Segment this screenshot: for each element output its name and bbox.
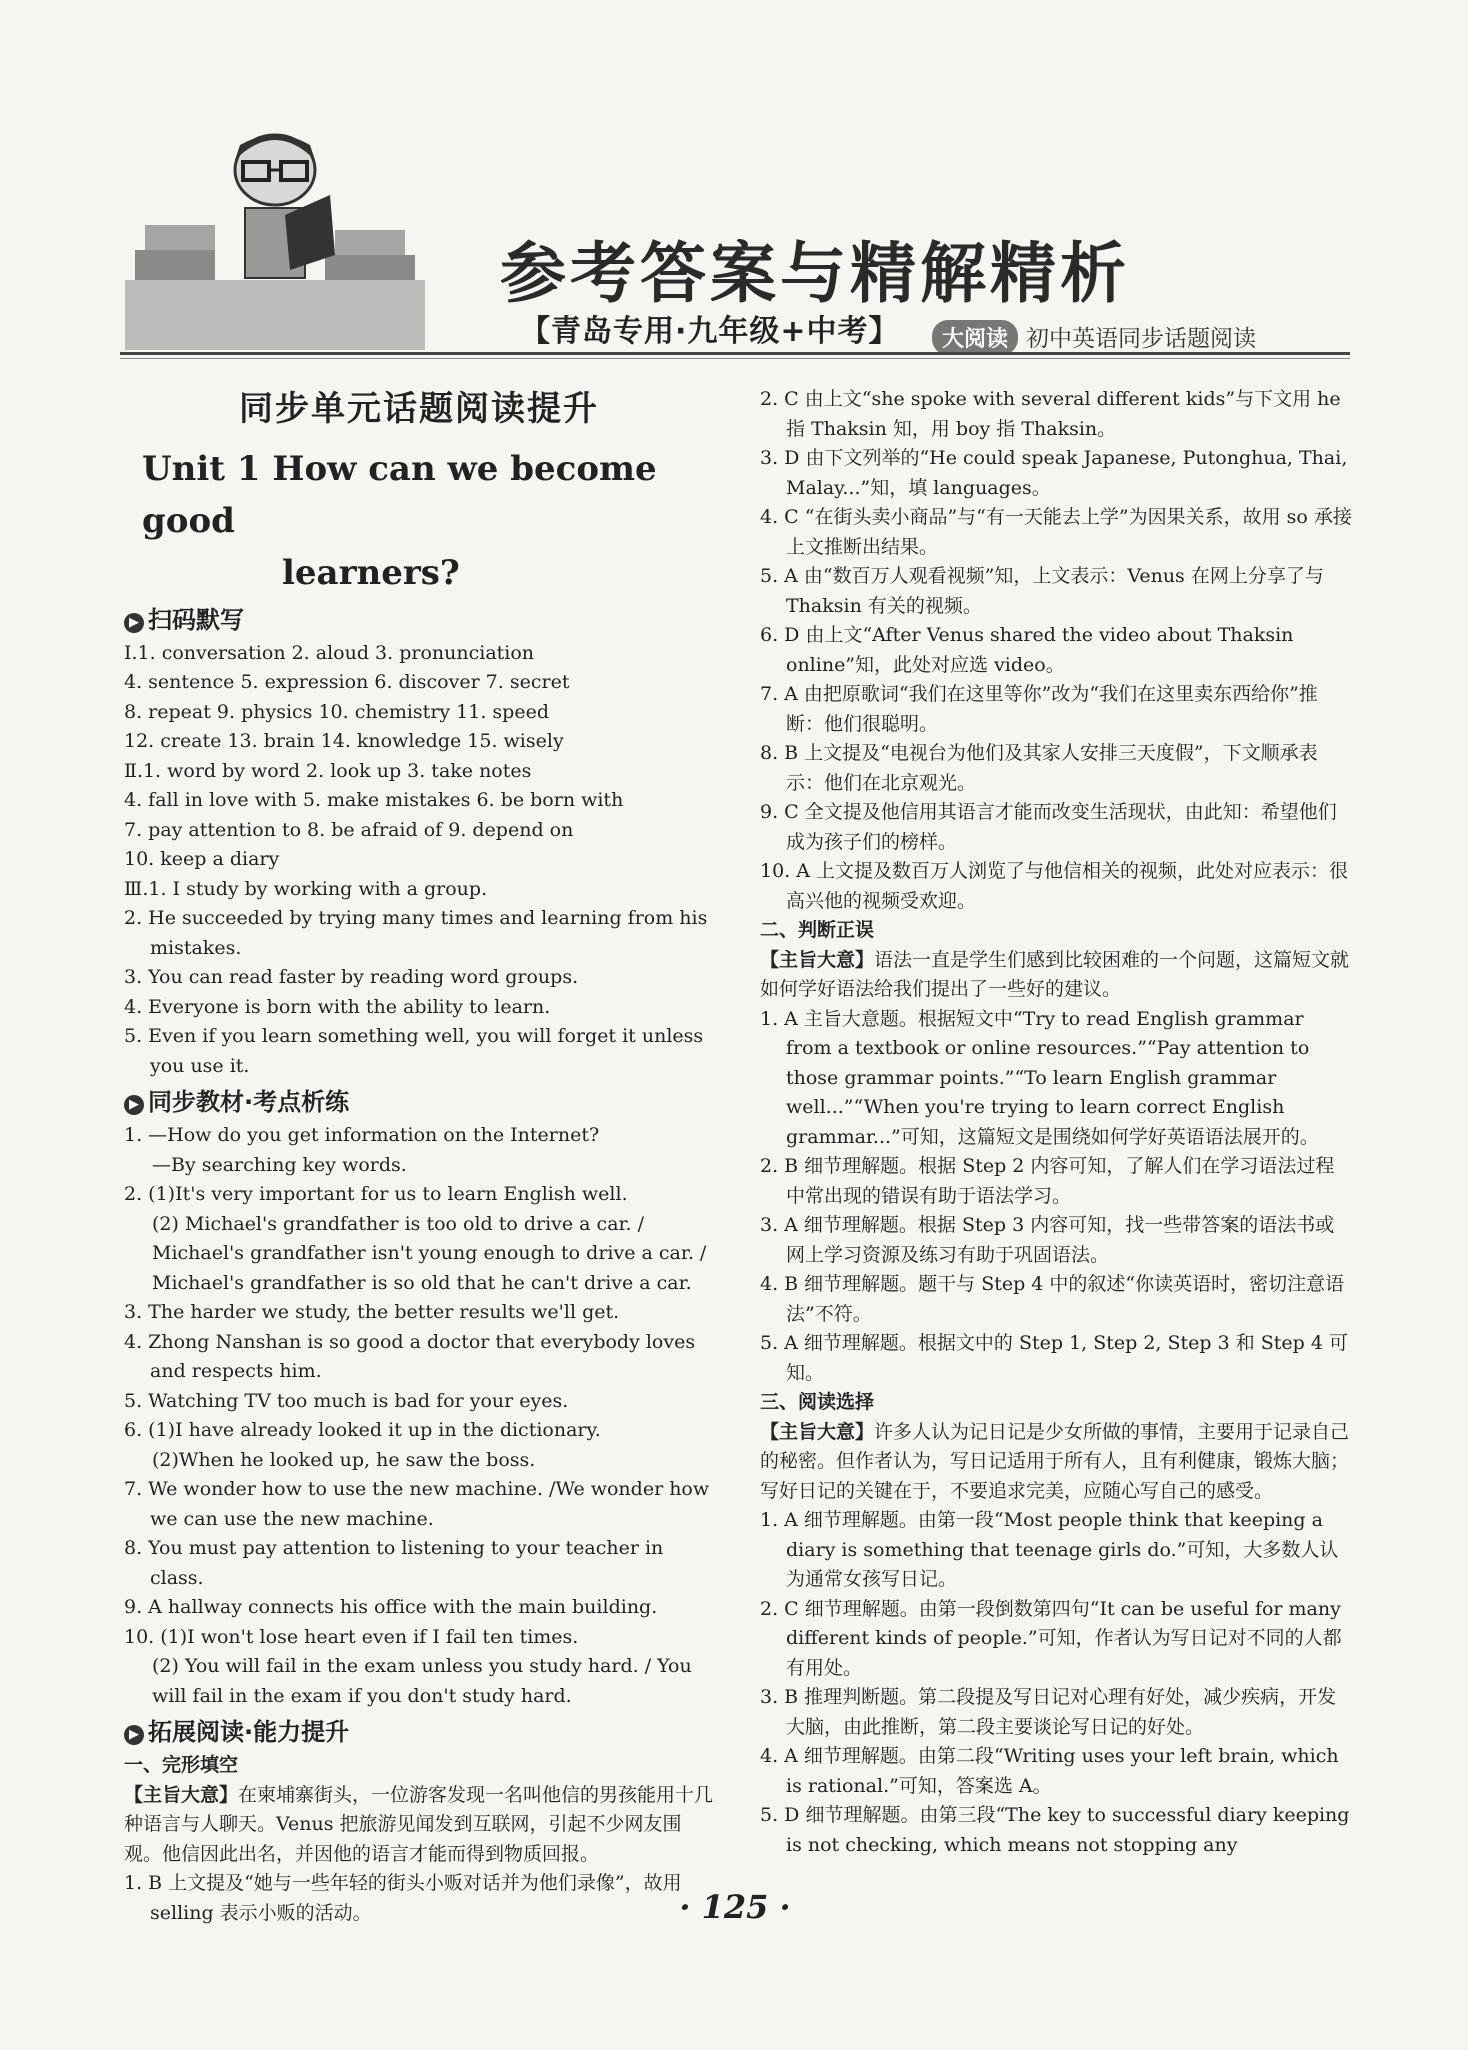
answer-line: 4. Everyone is born with the ability to learn. [124,995,551,1018]
reading-boy-illustration [125,130,425,350]
textbook-answers [124,1121,714,1711]
right-column [760,385,1352,1860]
left-column [124,385,714,1928]
answer-line: 2. C 细节理解题。由第一段倒数第四句“It can be useful for many different kinds of people.”可知，作者认为写日记对不同的人都有用处。 [760,1597,1342,1679]
answer-line: 7. A 由把原歌词“我们在这里等你”改为“我们在这里卖东西给你”推断：他们很聪明。 [760,683,1318,735]
true-false-answers [760,1005,1352,1389]
cloze-answer-1: 1. B 上文提及“她与一些年轻的街头小贩对话并为他们录像”，故用 selling 表示小贩的活动。 [124,1872,682,1924]
dictation-answers [124,639,714,1082]
arrow-icon: ▶ [124,613,144,633]
answer-line: 5. A 由“数百万人观看视频”知，上文表示：Venus 在网上分享了与 Thaksin 有关的视频。 [760,565,1324,617]
answer-line: 7. We wonder how to use the new machine. /We wonder how we can use the new machine. [124,1478,710,1530]
edition-subtitle: 【青岛专用·九年级+中考】 [520,314,900,349]
answer-line: 2. C 由上文“she spoke with several different kids”与下文用 he 指 Thaksin 知，用 boy 指 Thaksin。 [760,388,1341,440]
unit-title [142,443,714,599]
answer-line: 9. A hallway connects his office with the main building. [124,1596,658,1618]
answer-line: 2. B 细节理解题。根据 Step 2 内容可知，了解人们在学习语法过程中常出现的错误有助于语法学习。 [760,1155,1335,1207]
answer-line: (2)When he looked up, he saw the boss. [152,1448,536,1471]
header-rule-thin [120,358,1350,359]
unit-title-line1: Unit 1 How can we become good [142,448,657,541]
answer-line: 4. A 细节理解题。由第二段“Writing uses your left brain, which is rational.”可知，答案选 A。 [760,1745,1339,1797]
answer-line: 7. pay attention to 8. be afraid of 9. depend on [124,818,574,841]
answer-line: 3. You can read faster by reading word groups. [124,966,579,988]
answer-line: 4. fall in love with 5. make mistakes 6. be born with [124,789,624,811]
unit-title-line2: learners? [282,552,460,593]
arrow-icon: ▶ [124,1725,144,1745]
answer-line: 5. Watching TV too much is bad for your eyes. [124,1389,569,1412]
answer-line: 12. create 13. brain 14. knowledge 15. wisely [124,730,564,752]
header-rule [120,352,1350,355]
answer-line: 3. The harder we study, the better results we'll get. [124,1301,620,1323]
answer-line: 9. C 全文提及他信用其语言才能而改变生活现状，由此知：希望他们成为孩子们的榜样。 [760,801,1337,853]
answer-line: 10. keep a diary [124,848,280,870]
section-title: 同步单元话题阅读提升 [239,389,599,429]
answer-line: 4. sentence 5. expression 6. discover 7. secret [124,671,570,693]
answer-line: 1. —How do you get information on the Internet? [124,1124,600,1146]
answer-line: (2) You will fail in the exam unless you study hard. / You will fail in the exam if you don't study hard. [152,1655,692,1707]
series-badge: 大阅读 [932,320,1018,355]
cloze-answers [760,385,1352,916]
answer-line: 2. (1)It's very important for us to learn English well. [124,1183,628,1205]
series-name: 初中英语同步话题阅读 [1026,326,1257,352]
answer-line: 2. He succeeded by trying many times and learning from his mistakes. [124,907,708,959]
reading-choice-main-idea: 【主旨大意】许多人认为记日记是少女所做的事情，主要用于记录自己的秘密。但作者认为，写日记适用于所有人，且有利健康，锻炼大脑；写好日记的关键在于，不要追求完美，应随心写自己的感受。 [760,1420,1350,1502]
answer-line: 10. A 上文提及数百万人浏览了与他信相关的视频，此处对应表示：很高兴他的视频受欢迎。 [760,860,1349,912]
answer-line: 6. D 由上文“After Venus shared the video about Thaksin online”知，此处对应选 video。 [760,624,1294,676]
arrow-icon: ▶ [124,1095,144,1115]
answer-line: 1. A 主旨大意题。根据短文中“Try to read English grammar from a textbook or online resources.”“Pay attention to those grammar points.”“To learn English grammar well...”“When you're trying to learn correct English grammar...”可知，这篇短文是围绕如何学好英语语法展开的。 [760,1007,1319,1148]
answer-line: 6. (1)I have already looked it up in the dictionary. [124,1419,601,1441]
answer-line: (2) Michael's grandfather is too old to drive a car. / Michael's grandfather isn't young enough to drive a car. / Michael's grandfather is so old that he can't drive a car. [152,1212,707,1294]
true-false-heading: 二、判断正误 [760,919,875,941]
page-number: · 125 · [679,1888,791,1926]
true-false-main-idea: 【主旨大意】语法一直是学生们感到比较困难的一个问题，这篇短文就如何学好语法给我们提出了一些好的建议。 [760,948,1350,1000]
answer-line: 8. B 上文提及“电视台为他们及其家人安排三天度假”，下文顺承表示：他们在北京观光。 [760,742,1318,794]
answer-line: 4. B 细节理解题。题干与 Step 4 中的叙述“你读英语时，密切注意语法”不符。 [760,1273,1345,1325]
answer-line: Ⅱ.1. word by word 2. look up 3. take notes [124,759,532,782]
reading-choice-answers [760,1506,1352,1860]
page-header [120,120,1350,370]
answer-line: 3. D 由下文列举的“He could speak Japanese, Putonghua, Thai, Malay...”知，填 languages。 [760,447,1348,499]
answer-line: 8. repeat 9. physics 10. chemistry 11. speed [124,700,549,723]
answer-line: 1. A 细节理解题。由第一段“Most people think that keeping a diary is something that teenage girls do.”可知，大多数人认为通常女孩写日记。 [760,1509,1339,1590]
answer-line: 5. D 细节理解题。由第三段“The key to successful diary keeping is not checking, which means not stopping any [760,1804,1350,1856]
answer-line: —By searching key words. [152,1153,407,1176]
cloze-heading: 一、完形填空 [124,1754,239,1776]
answer-line: 5. Even if you learn something well, you will forget it unless you use it. [124,1025,704,1077]
series-label [932,320,1256,355]
answer-line: 8. You must pay attention to listening to your teacher in class. [124,1537,664,1589]
answer-line: Ⅲ.1. I study by working with a group. [124,877,488,900]
answer-line: Ⅰ.1. conversation 2. aloud 3. pronunciation [124,641,535,664]
answer-line: 10. (1)I won't lose heart even if I fail ten times. [124,1625,579,1648]
section-heading-extended: ▶ 拓展阅读·能力提升 [124,1715,714,1749]
section-heading-textbook: ▶ 同步教材·考点析练 [124,1085,714,1119]
answer-line: 4. Zhong Nanshan is so good a doctor that everybody loves and respects him. [124,1330,696,1382]
answer-line: 4. C “在街头卖小商品”与“有一天能去上学”为因果关系，故用 so 承接上文推断出结果。 [760,506,1352,558]
section-heading-dictation: ▶ 扫码默写 [124,603,714,637]
page-title: 参考答案与精解精析 [500,235,1130,312]
answer-line: 5. A 细节理解题。根据文中的 Step 1, Step 2, Step 3 和 Step 4 可知。 [760,1332,1348,1384]
answer-line: 3. A 细节理解题。根据 Step 3 内容可知，找一些带答案的语法书或网上学习资源及练习有助于巩固语法。 [760,1214,1335,1266]
cloze-main-idea: 【主旨大意】在柬埔寨街头，一位游客发现一名叫他信的男孩能用十几种语言与人聊天。Venus 把旅游见闻发到互联网，引起不少网友围观。他信因此出名，并因他的语言才能而得到物质回报。 [124,1783,714,1865]
reading-choice-heading: 三、阅读选择 [760,1391,875,1413]
answer-line: 3. B 推理判断题。第二段提及写日记对心理有好处，减少疾病，开发大脑，由此推断，第二段主要谈论写日记的好处。 [760,1686,1337,1738]
